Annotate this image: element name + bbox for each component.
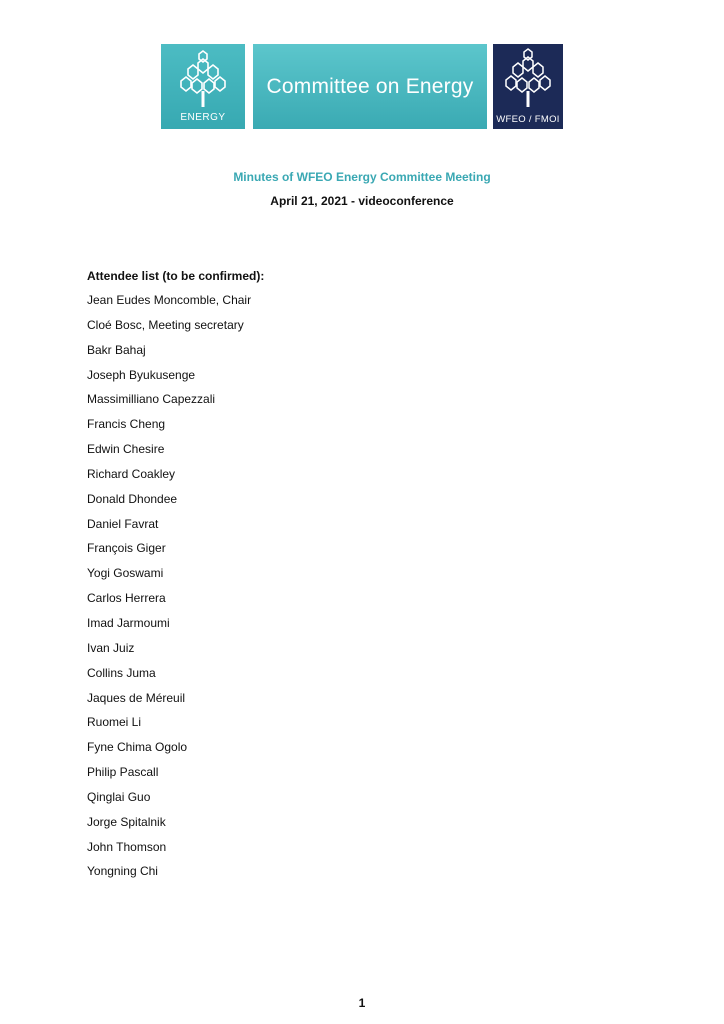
attendee-list: [87, 292, 251, 888]
attendee-item: Fyne Chima Ogolo: [87, 740, 188, 755]
attendee-item: Yogi Goswami: [87, 566, 164, 581]
document-title: Minutes of WFEO Energy Committee Meeting: [233, 170, 491, 184]
attendee-item: Carlos Herrera: [87, 591, 166, 606]
attendee-item: Ruomei Li: [87, 715, 142, 730]
attendee-item: Jean Eudes Moncomble, Chair: [87, 293, 252, 307]
attendee-item: Cloé Bosc, Meeting secretary: [87, 317, 244, 332]
attendee-item: Yongning Chi: [87, 864, 158, 879]
wfeo-tile-label: WFEO / FMOI: [496, 114, 560, 125]
attendee-item: Joseph Byukusenge: [87, 367, 196, 382]
wfeo-logo-tile: [493, 44, 563, 129]
attendee-item: Donald Dhondee: [87, 491, 178, 506]
attendee-item: Jorge Spitalnik: [87, 814, 166, 829]
attendee-item: Qinglai Guo: [87, 789, 151, 804]
energy-tile-label: ENERGY: [180, 112, 226, 123]
attendee-item: Imad Jarmoumi: [87, 615, 170, 630]
attendee-item: Daniel Favrat: [87, 516, 159, 531]
tree-icon: [175, 49, 231, 113]
attendee-item: Jaques de Méreuil: [87, 690, 186, 705]
tree-icon: [502, 47, 554, 113]
banner-title: Committee on Energy: [253, 44, 487, 129]
attendee-item: Francis Cheng: [87, 417, 166, 432]
attendee-item: Richard Coakley: [87, 466, 176, 481]
attendee-list-heading: Attendee list (to be confirmed):: [87, 269, 265, 283]
attendee-item: Massimilliano Capezzali: [87, 392, 216, 407]
attendee-item: Philip Pascall: [87, 765, 159, 780]
attendee-item: Collins Juma: [87, 665, 156, 680]
header-banner: [161, 44, 563, 129]
attendee-item: Edwin Chesire: [87, 442, 165, 457]
energy-logo-tile: [161, 44, 245, 129]
document-subtitle: April 21, 2021 - videoconference: [270, 194, 454, 208]
attendee-item: Ivan Juiz: [87, 640, 135, 655]
attendee-item: Bakr Bahaj: [87, 342, 146, 357]
page-number: 1: [358, 996, 366, 1010]
attendee-item: John Thomson: [87, 839, 167, 854]
attendee-item: François Giger: [87, 541, 166, 556]
